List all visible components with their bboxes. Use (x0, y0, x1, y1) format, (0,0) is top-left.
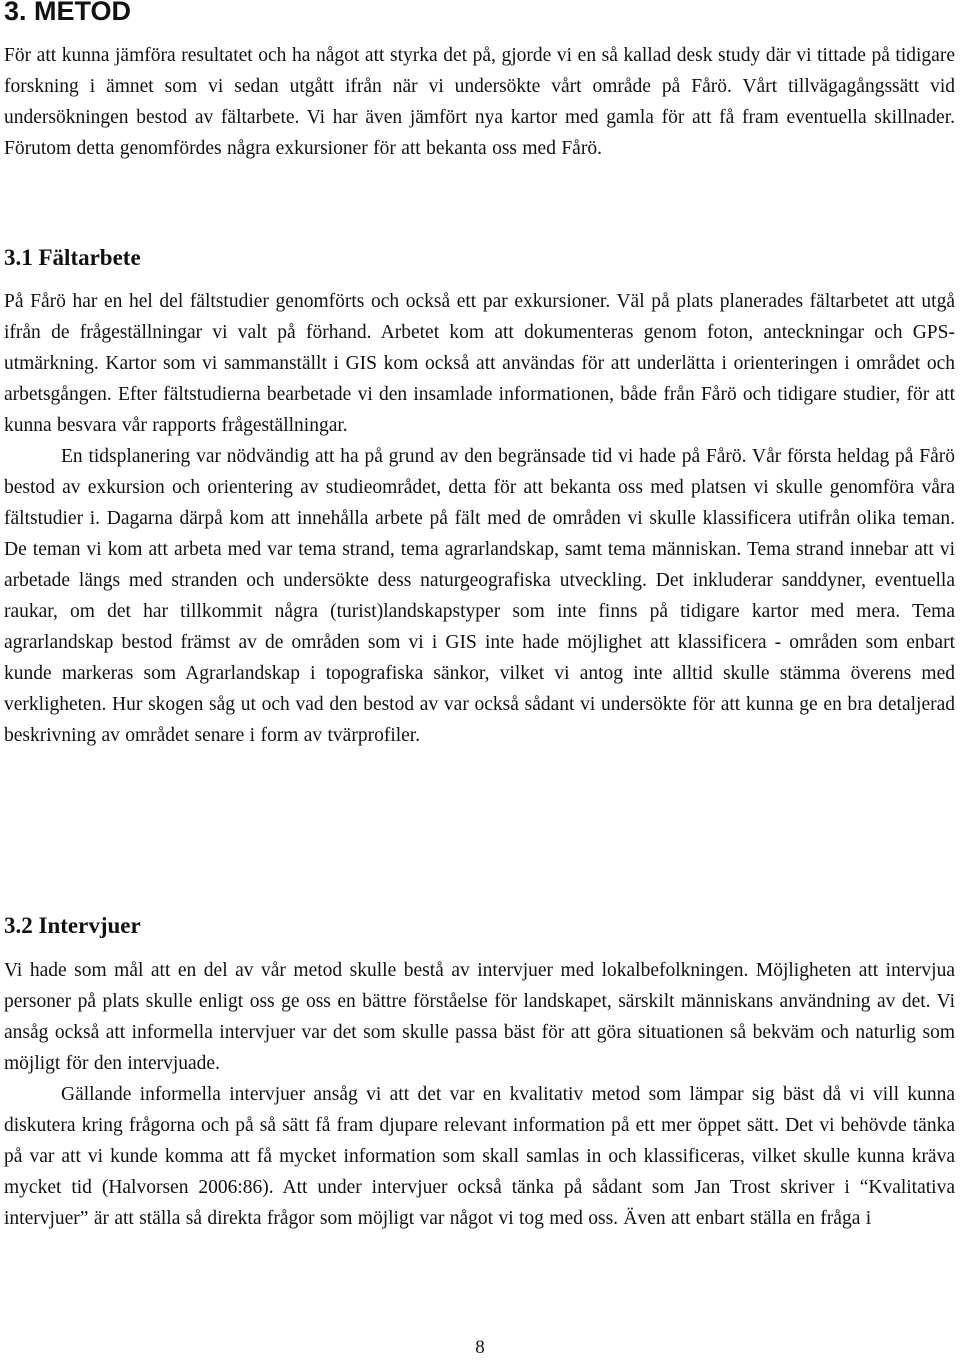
page-number: 8 (475, 1337, 485, 1358)
intro-paragraph: För att kunna jämföra resultatet och ha något att styrka det på, gjorde vi en så kallad desk study där vi tittade på tidigare forskning i ämnet som vi sedan utgått ifrån när vi undersökte vårt område på Fårö. Vårt tillvägagångssätt vid undersökningen bestod av fältarbete. Vi har även jämfört nya kartor med gamla för att få fram eventuella skillnader. Förutom detta genomfördes några exkursioner för att bekanta oss med Fårö. (4, 45, 955, 159)
heading-faltarbete: 3.1 Fältarbete (4, 245, 141, 270)
section-intro (4, 40, 955, 164)
intervjuer-paragraph-2: Gällande informella intervjuer ansåg vi att det var en kvalitativ metod som lämpar sig bäst då vi vill kunna diskutera kring frågorna och på så sätt få fram djupare relevant information på ett mer öppet sätt. Det vi behövde tänka på var att vi kunde komma att få mycket information som skall samlas in och klassificeras, vilket skulle kunna kräva mycket tid (Halvorsen 2006:86). Att under intervjuer också tänka på sådant som Jan Trost skriver i “Kvalitativa intervjuer” är att ställa så direkta frågor som möjligt var något vi tog med oss. Även att enbart ställa en fråga i (4, 1084, 955, 1229)
section-intervjuer (4, 955, 955, 1234)
subsection-heading-intervjuer (4, 912, 955, 940)
faltarbete-paragraph-2: En tidsplanering var nödvändig att ha på grund av den begränsade tid vi hade på Fårö. Vår första heldag på Fårö bestod av exkursion och orientering av studieområdet, detta för att bekanta oss med platsen vi skulle genomföra våra fältstudier i. Dagarna därpå kom att innehålla arbete på fält med de områden vi skulle klassificera utifrån olika teman. De teman vi kom att arbeta med var tema strand, tema agrarlandskap, samt tema människan. Tema strand innebar att vi arbetade längs med stranden och undersökte dess naturgeografiska utveckling. Det inkluderar sanddyner, eventuella raukar, om det har tillkommit några (turist)landskapstyper som inte finns på tidigare kartor med mera. Tema agrarlandskap bestod främst av de områden som vi i GIS inte hade möjlighet att klassificera - områden som enbart kunde markeras som Agrarlandskap i topografiska sänkor, vilket vi antog inte alltid skulle stämma överens med verkligheten. Hur skogen såg ut och vad den bestod av var också sådant vi undersökte för att kunna ge en bra detaljerad beskrivning av området senare i form av tvärprofiler. (4, 446, 955, 746)
intervjuer-paragraph-1: Vi hade som mål att en del av vår metod skulle bestå av intervjuer med lokalbefolkningen. Möjligheten att intervjua personer på plats skulle enligt oss ge oss en bättre förståelse för landskapet, särskilt människans användning av det. Vi ansåg också att informella intervjuer var det som skulle passa bäst för att göra situationen så bekväm och naturlig som möjligt för den intervjuade. (4, 960, 955, 1074)
heading-intervjuer: 3.2 Intervjuer (4, 913, 141, 938)
subsection-heading-faltarbete (4, 244, 955, 272)
section-faltarbete (4, 286, 955, 751)
section-heading-metod: 3. METOD (4, 0, 132, 26)
faltarbete-paragraph-1: På Fårö har en hel del fältstudier genomförts och också ett par exkursioner. Väl på plats planerades fältarbetet att utgå ifrån de frågeställningar vi valt på förhand. Arbetet kom att dokumenteras genom foton, anteckningar och GPS-utmärkning. Kartor som vi sammanställt i GIS kom också att användas för att underlätta i orienteringen i området och arbetsgången. Efter fältstudierna bearbetade vi den insamlade informationen, både från Fårö och tidigare studier, för att kunna besvara vår rapports frågeställningar. (4, 291, 955, 436)
